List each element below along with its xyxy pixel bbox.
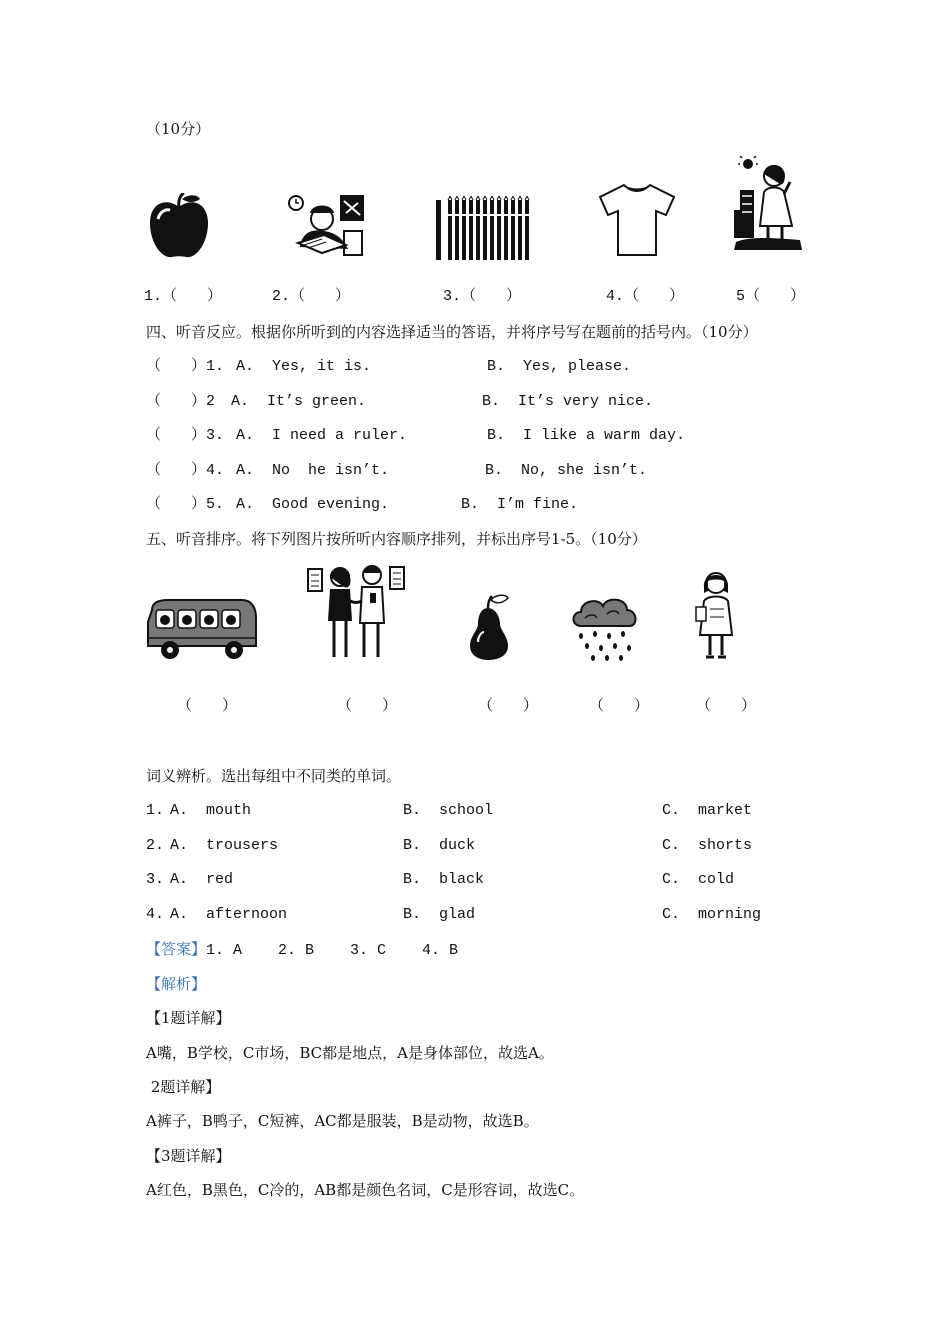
section6-row-4-option-a: A. afternoon [170, 906, 288, 923]
section6-row-1-option-a: A. mouth [170, 802, 252, 819]
section6-row-2-option-b: B. duck [403, 837, 476, 854]
section6-row-1-number: 1. [146, 802, 165, 819]
section6-row-3-option-a: A. red [170, 871, 234, 888]
tshirt-picture [598, 183, 676, 257]
girl-reading-picture [284, 191, 368, 259]
section4-item-4-option-b: B. No, she isn’t. [485, 462, 648, 479]
section5-bracket-2[interactable]: （ ） [337, 698, 398, 715]
pear-picture [466, 594, 512, 660]
picture-5-answer-bracket[interactable]: 5（ ） [736, 288, 806, 305]
section4-item-3-number[interactable]: （ ）3. [146, 427, 225, 444]
girl-with-book-picture [694, 569, 740, 661]
analysis-3-heading: 【3题详解】 [146, 1147, 231, 1165]
section4-item-2-option-a: A. It’s green. [231, 393, 367, 410]
analysis-1-text: A嘴，B学校，C市场，BC都是地点，A是身体部位，故选A。 [146, 1044, 554, 1062]
analysis-2-text: A裤子，B鸭子，C短裤，AC都是服装，B是动物，故选B。 [146, 1112, 539, 1130]
section4-item-5-number[interactable]: （ ）5. [146, 496, 225, 513]
pencils-picture [436, 196, 532, 260]
section6-row-1-option-b: B. school [403, 802, 494, 819]
analysis-2-heading: 2题详解】 [146, 1078, 221, 1096]
section4-item-1-number[interactable]: （ ）1. [146, 358, 225, 375]
section6-row-3-option-c: C. cold [662, 871, 735, 888]
section4-item-4-number[interactable]: （ ）4. [146, 462, 225, 479]
answer-text: 1. A 2. B 3. C 4. B [206, 942, 459, 959]
girl-on-phone-picture [734, 156, 804, 252]
section5-bracket-5[interactable]: （ ） [696, 698, 757, 715]
section6-row-2-option-c: C. shorts [662, 837, 753, 854]
section6-row-2-number: 2. [146, 837, 165, 854]
section4-item-2-option-b: B. It’s very nice. [482, 393, 654, 410]
section4-item-3-option-a: A. I need a ruler. [236, 427, 408, 444]
picture-1-answer-bracket[interactable]: 1.（ ） [144, 288, 223, 305]
answer-line [146, 939, 458, 961]
analysis-1-heading: 【1题详解】 [146, 1009, 231, 1027]
section6-row-1-option-c: C. market [662, 802, 753, 819]
section6-row-4-number: 4. [146, 906, 165, 923]
section4-item-5-option-a: A. Good evening. [236, 496, 390, 513]
section5-title: 五、听音排序。将下列图片按所听内容顺序排列，并标出序号1-5。（10分） [146, 530, 647, 548]
section4-item-4-option-a: A. No he isn’t. [236, 462, 390, 479]
section4-item-5-option-b: B. I’m fine. [461, 496, 579, 513]
section6-row-3-option-b: B. black [403, 871, 485, 888]
section6-row-2-option-a: A. trousers [170, 837, 279, 854]
apple-picture [146, 193, 212, 261]
picture-4-answer-bracket[interactable]: 4.（ ） [606, 288, 685, 305]
section4-item-1-option-a: A. Yes, it is. [236, 358, 372, 375]
section4-item-3-option-b: B. I like a warm day. [487, 427, 686, 444]
section6-title: 词义辨析。选出每组中不同类的单词。 [146, 767, 402, 785]
section4-item-1-option-b: B. Yes, please. [487, 358, 632, 375]
section6-row-4-option-c: C. morning [662, 906, 762, 923]
section5-bracket-4[interactable]: （ ） [589, 698, 650, 715]
section4-title: 四、听音反应。根据你所听到的内容选择适当的答语，并将序号写在题前的括号内。（10分） [146, 323, 758, 341]
section6-row-4-option-b: B. glad [403, 906, 476, 923]
picture-3-answer-bracket[interactable]: 3.（ ） [443, 288, 522, 305]
section5-bracket-1[interactable]: （ ） [177, 698, 238, 715]
section4-item-2-number[interactable]: （ ）2 [146, 393, 216, 410]
bus-picture [146, 598, 258, 664]
handshake-picture [306, 563, 406, 661]
analysis-tag: 【解析】 [146, 975, 207, 993]
section5-bracket-3[interactable]: （ ） [478, 698, 539, 715]
section6-row-3-number: 3. [146, 871, 165, 888]
answer-tag: 【答案】 [146, 940, 207, 958]
analysis-3-text: A红色，B黑色，C冷的，AB都是颜色名词，C是形容词，故选C。 [146, 1181, 585, 1199]
rain-cloud-picture [569, 592, 639, 662]
score-line: （10分） [146, 120, 211, 138]
picture-2-answer-bracket[interactable]: 2.（ ） [272, 288, 351, 305]
